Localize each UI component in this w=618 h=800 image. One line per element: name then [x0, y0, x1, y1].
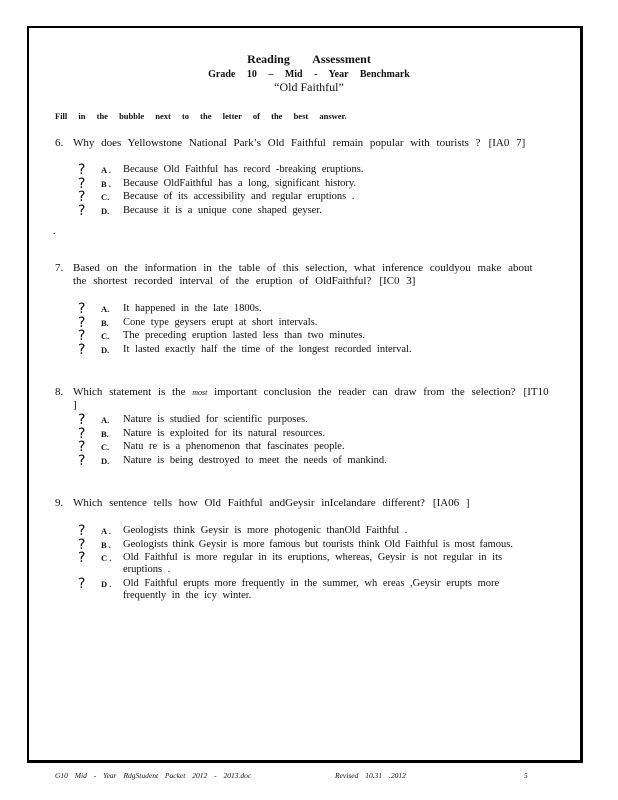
option-letter: B . [101, 539, 111, 550]
option-text: Geologists think Geysir is more photogenic thanOld Faithful . [123, 525, 408, 536]
answer-bubble-icon[interactable]: ? [78, 301, 86, 317]
option-text: The preceding eruption lasted less than two minutes. [123, 330, 366, 342]
answer-bubble-icon[interactable]: ? [78, 314, 86, 331]
option-letter: A . [101, 526, 111, 536]
answer-option-7d[interactable] [78, 341, 558, 358]
option-text: Nature is being destroyed to meet the needs of mankind. [123, 454, 387, 466]
option-text: Cone type geysers erupt at short intervals. [123, 316, 318, 328]
answer-option-9c[interactable] [78, 552, 558, 576]
question-text-start: Which statement is the [73, 386, 186, 398]
answer-bubble-icon[interactable]: ? [78, 202, 86, 219]
options-q6 [78, 164, 558, 218]
answer-option-7a[interactable] [78, 303, 558, 317]
answer-bubble-icon[interactable]: ? [78, 550, 86, 567]
answer-option-7c[interactable] [78, 330, 558, 344]
option-text: Nature is studied for scientific purposes. [123, 414, 308, 425]
story-title: “Old Faithful” [274, 80, 344, 94]
answer-bubble-icon[interactable]: ? [78, 328, 86, 345]
option-letter: D. [101, 455, 110, 466]
answer-bubble-icon[interactable]: ? [78, 412, 86, 428]
assessment-title: Reading Assessment [247, 52, 371, 66]
answer-option-6b[interactable] [78, 175, 558, 192]
answer-option-8c[interactable] [78, 441, 558, 455]
footer-page-number: 5 [524, 771, 528, 780]
answer-option-6d[interactable] [78, 202, 558, 219]
option-text: Because it is a unique cone shaped geyser. [123, 204, 322, 216]
option-letter: C . [101, 553, 112, 564]
footer-filename: G10 Mid - Year RdgStudent Packet 2012 - 2013.doc [55, 771, 252, 780]
option-letter: C. [101, 331, 110, 342]
question-text: Which sentence tells how Old Faithful andGeysir inIcelandare different? [73, 497, 425, 509]
option-letter: A. [101, 415, 110, 425]
instructions: Fill in the bubble next to the letter of the best answer. [55, 111, 347, 121]
answer-bubble-icon[interactable]: ? [78, 439, 86, 456]
option-text: Natu re is a phenomenon that fascinates people. [123, 441, 345, 453]
question-emphasis: most [192, 388, 208, 397]
answer-option-8b[interactable] [78, 425, 558, 442]
options-q8 [78, 414, 558, 468]
answer-bubble-icon[interactable]: ? [78, 175, 86, 192]
option-text: Nature is exploited for its natural resources. [123, 427, 325, 439]
question-text: Why does Yellowstone National Park’s Old Faithful remain popular with tourists ? [73, 137, 481, 149]
question-number: 6. [55, 137, 64, 149]
option-letter: D. [101, 205, 110, 216]
question-text-end: important conclusion the reader can draw from the selection? [214, 386, 516, 398]
answer-bubble-icon[interactable]: ? [78, 452, 86, 469]
option-text: Geologists think Geysir is more famous but tourists think Old Faithful is most famous. [123, 538, 513, 550]
answer-bubble-icon[interactable]: ? [78, 341, 86, 358]
option-text: Because of its accessibility and regular eruptions . [123, 191, 355, 203]
footer-revised: Revised 10.31 .2012 [335, 771, 406, 780]
answer-bubble-icon[interactable]: ? [78, 536, 86, 553]
stray-mark: . [53, 226, 56, 237]
answer-option-8a[interactable] [78, 414, 558, 428]
answer-bubble-icon[interactable]: ? [78, 425, 86, 442]
standard-code: [IA06 ] [432, 497, 470, 509]
answer-option-8d[interactable] [78, 452, 558, 469]
option-text: Old Faithful is more regular in its eruptions, whereas, Geysir is not regular in its eruptions . [123, 552, 503, 576]
option-text: It lasted exactly half the time of the longest recorded interval. [123, 343, 412, 355]
option-letter: D . [101, 579, 112, 590]
standard-code: [IA0 7] [488, 137, 526, 149]
question-number: 8. [55, 386, 64, 398]
option-text: It happened in the late 1800s. [123, 303, 262, 314]
answer-option-6c[interactable] [78, 191, 558, 205]
option-text: Because Old Faithful has record -breaking eruptions. [123, 164, 364, 175]
answer-bubble-icon[interactable]: ? [78, 576, 86, 593]
option-letter: B . [101, 178, 111, 189]
option-letter: C. [101, 192, 110, 203]
option-letter: D. [101, 344, 110, 355]
option-letter: C. [101, 442, 110, 453]
options-q9 [78, 525, 558, 602]
option-text: Old Faithful erupts more frequently in the summer, wh ereas ,Geysir erupts more frequently in the icy winter. [123, 578, 500, 602]
answer-option-9d[interactable] [78, 578, 558, 602]
question-number: 9. [55, 497, 64, 509]
answer-bubble-icon[interactable]: ? [78, 523, 86, 539]
answer-option-6a[interactable] [78, 164, 558, 178]
question-text: Based on the information in the table of this selection, what inference couldyou make about the shortest recorded interval of the eruption of OldFaithful? [73, 262, 533, 287]
standard-code: [IC0 3] [379, 275, 416, 287]
question-number: 7. [55, 262, 64, 274]
option-text: Because OldFaithful has a long, significant history. [123, 177, 357, 189]
standard-code: [IT10 ] [73, 386, 549, 411]
answer-bubble-icon[interactable]: ? [78, 189, 86, 206]
answer-option-9a[interactable] [78, 525, 558, 539]
option-letter: A. [101, 304, 110, 314]
option-letter: B. [101, 428, 109, 439]
grade-line: Grade 10 – Mid - Year Benchmark [208, 69, 410, 80]
option-letter: A . [101, 165, 111, 175]
answer-bubble-icon[interactable]: ? [78, 162, 86, 178]
options-q7 [78, 303, 558, 357]
answer-option-9b[interactable] [78, 536, 558, 553]
answer-option-7b[interactable] [78, 314, 558, 331]
option-letter: B. [101, 317, 109, 328]
